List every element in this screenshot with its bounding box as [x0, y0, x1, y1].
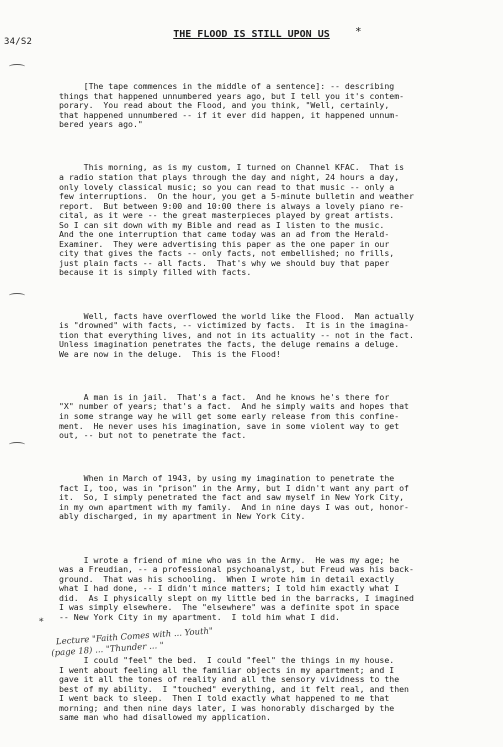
paragraph: When in March of 1943, by using my imagination to penetrate the fact I, too, was in "prison" in the Army, but I didn't want any part of it. So, I simply penetrated the fact and saw myself in New York City, in my own apartment with my family. And in nine days I was out, honor- ably discharged, in my apartment in New York City.: [59, 473, 409, 522]
paragraph: This morning, as is my custom, I turned on Channel KFAC. That is a radio station that plays through the day and night, 24 hours a day, only lovely classical music; so you can read to that music -- only a few interruptions. On the hour, you get a 5-minute bulletin and weather report. But between 9:00 and 10:00 there is always a lovely piano re- cital, as it were -- the great masterpieces played by great artists. So I can sit down with my Bible and read as I listen to the music. And the one interruption that came today was an ad from the Herald- Examiner. They were advertising this paper as the one paper in our city that gives the facts -- only facts, not embellished; no frills, just plain facts -- all facts. That's why we should buy that paper because it is simply filled with facts.: [59, 162, 414, 278]
margin-mark: [9, 442, 25, 447]
margin-mark: [9, 293, 25, 298]
margin-mark: [9, 64, 25, 69]
title-asterisk-mark: *: [355, 25, 362, 38]
document-title: THE FLOOD IS STILL UPON US: [173, 29, 330, 40]
page-id: 34/S2: [4, 37, 33, 47]
paragraph: Well, facts have overflowed the world like the Flood. Man actually is "drowned" with facts, -- victimized by facts. It is in the imagina- tion that everything lives, and not in its actuality -- not in the fact. Unless imagination penetrates the facts, the deluge remains a deluge. We are now in the deluge. This is the Flood!: [59, 310, 414, 359]
annotation-text: Lecture "Faith Comes with ... Youth" (page 18) ... "Thunder ... ": [51, 626, 214, 659]
paragraph: I could "feel" the bed. I could "feel" the things in my house. I went about feeling all the familiar objects in my apartment; and I gave it all the tones of reality and all the sensory vividness to the best of my ability. I "touched" everything, and it felt real, and then I went back to sleep. Then I told exactly what happened to me that morning; and then nine days later, I was honorably discharged by the same man who had disallowed my application.: [59, 654, 409, 723]
paragraph: A man is in jail. That's a fact. And he knows he's there for "X" number of years; that's a fact. And he simply waits and hopes that in some strange way he will get some early release from this confine- ment. He never uses his imagination, save in some violent way to get out, -- but not to penetrate the fact.: [59, 391, 409, 441]
paragraph: I wrote a friend of mine who was in the Army. He was my age; he was a Freudian, -- a professional psychoanalyst, but Freud was his back- ground. That was his schooling. When I wrote him in detail exactly what I had done, -- I didn't mince matters; I told him exactly what I did. As I physically slept on my little bed in the barracks, I imagined I was simply elsewhere. The "elsewhere" was a definite spot in space -- New York City in my apartment. I told him what I did.: [59, 554, 414, 622]
paragraph: [The tape commences in the middle of a sentence]: -- describing things that happened unnumbered years ago, but I tell you it's contem- porary. You read about the Flood, and you think, "Well, certainly, that happened unnumbered -- if it ever did happen, it happened unnum- bered years ago.": [59, 81, 405, 130]
annotation-asterisk: *: [38, 617, 45, 628]
